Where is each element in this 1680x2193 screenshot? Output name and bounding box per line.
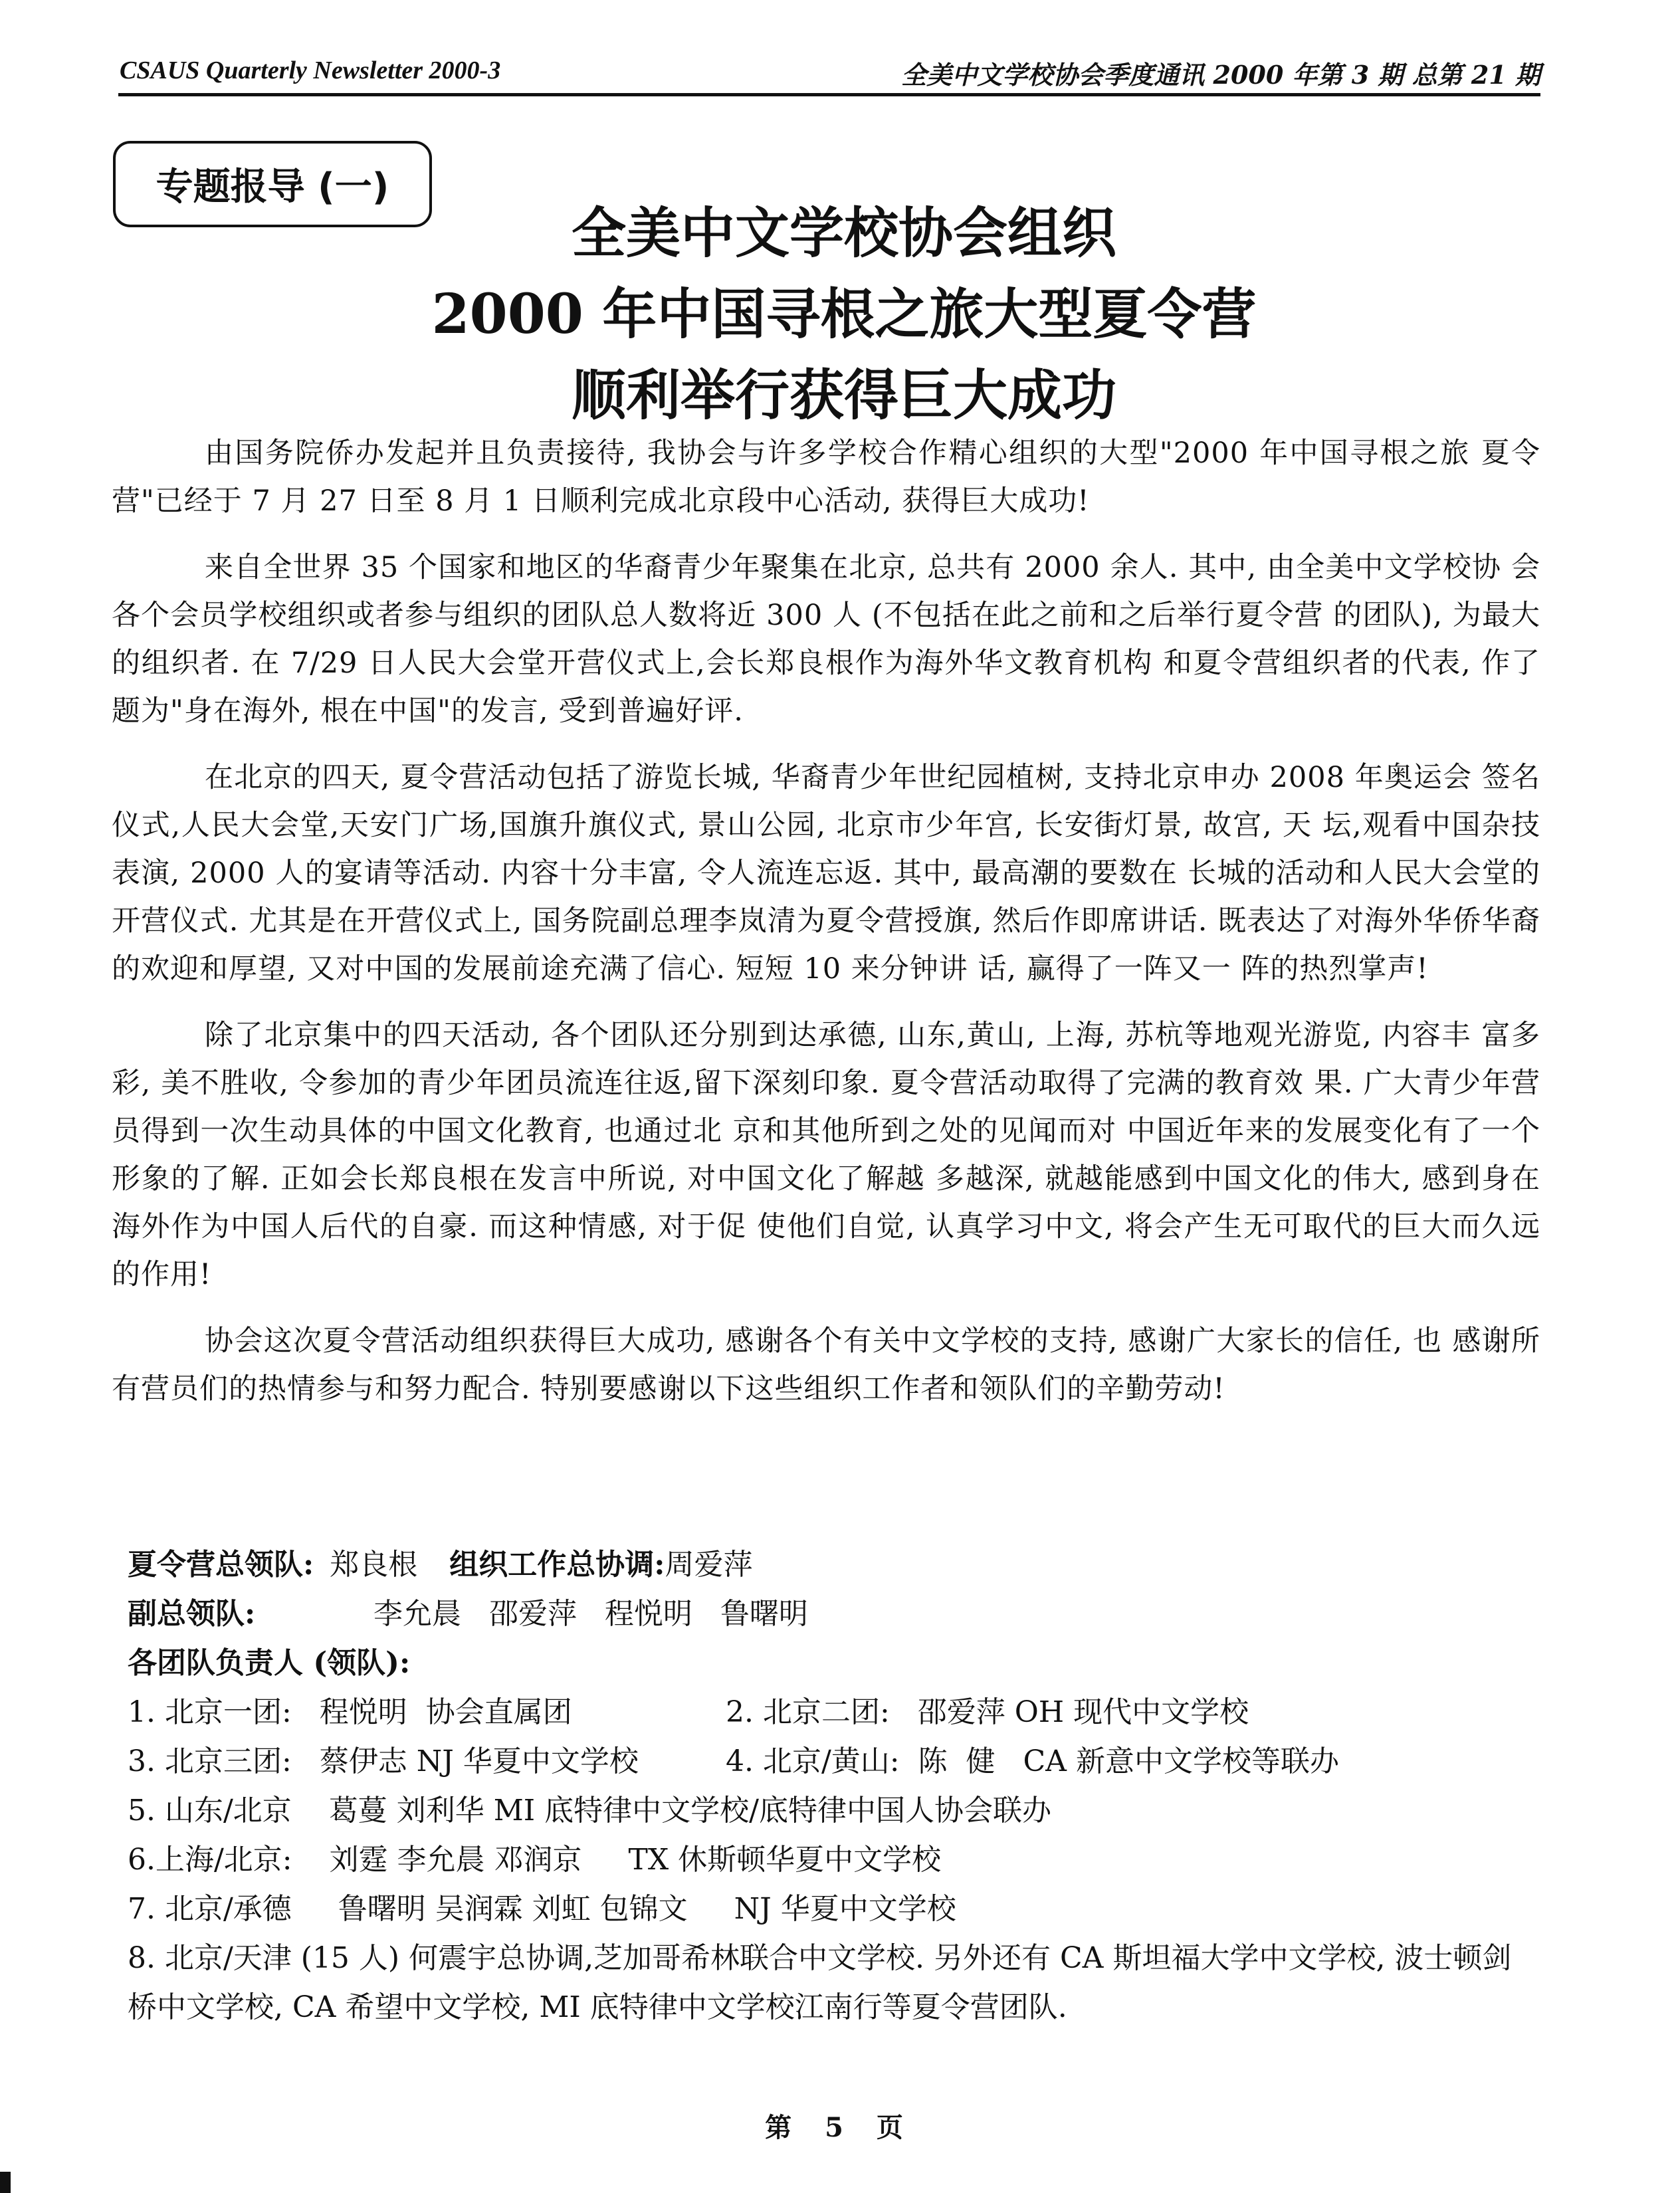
scan-corner-mark — [0, 2172, 11, 2193]
team-entry: 7. 北京/承德 鲁曙明 吴润霖 刘虹 包锦文 NJ 华夏中文学校 — [128, 1892, 956, 1926]
article-body — [112, 429, 1540, 1431]
leader-row — [128, 1540, 1536, 1590]
deputy-names: 李允晨 邵爱萍 程悦明 鲁曙明 — [373, 1597, 808, 1631]
article-title — [372, 193, 1316, 436]
title-line: 2000 年中国寻根之旅大型夏令营 — [431, 282, 1257, 346]
team-entry: 1. 北京一团: 程悦明 协会直属团 — [128, 1695, 572, 1729]
paragraph: 协会这次夏令营活动组织获得巨大成功, 感谢各个有关中文学校的支持, 感谢广大家长的信任, 也 感谢所有营员们的热情参与和努力配合. 特别要感谢以下这些组织工作者和领队们的辛勤劳动! — [112, 1324, 1540, 1406]
leader-label: 夏令营总领队: — [128, 1548, 314, 1582]
team-entry: 4. 北京/黄山: 陈 健 CA 新意中文学校等联办 — [726, 1744, 1339, 1778]
teams-label: 各团队负责人 (领队): — [128, 1646, 411, 1680]
team-row — [128, 1688, 1536, 1737]
header-issue-info: 全美中文学校协会季度通讯 2000 年第 3 期 总第 21 期 — [901, 60, 1540, 90]
title-line: 全美中文学校协会组织 — [571, 201, 1116, 265]
header-newsletter-title: CSAUS Quarterly Newsletter 2000-3 — [120, 56, 501, 84]
leader-name: 郑良根 — [330, 1548, 418, 1582]
paragraph: 在北京的四天, 夏令营活动包括了游览长城, 华裔青少年世纪园植树, 支持北京申办 2008 年奥运会 签名仪式,人民大会堂,天安门广场,国旗升旗仪式, 景山公园, 北京市少年宫, 长安街灯景, 故宫, 天 坛,观看中国杂技表演, 2000 人的宴请等活动. 内容十分丰富, 令人流连忘返. 其中, 最高潮的要数在 长城的活动和人民大会堂的开营仪式. 尤其是在开营仪式上, 国务院副总理李岚清为夏令营授旗, 然后作即席讲话. 既表达了对海外华侨华裔的欢迎和厚望, 又对中国的发展前途充满了信心. 短短 10 来分钟讲 话, 赢得了一阵又一 阵的热烈掌声! — [112, 761, 1540, 986]
team-entry: 5. 山东/北京 葛蔓 刘利华 MI 底特律中文学校/底特律中国人协会联办 — [128, 1794, 1051, 1828]
credits-section — [128, 1540, 1536, 2032]
section-label: 专题报导 (一) — [113, 141, 432, 227]
teams-label-row — [128, 1639, 1536, 1688]
deputy-label: 副总领队: — [128, 1597, 256, 1631]
coordinator-label: 组织工作总协调: — [449, 1548, 665, 1582]
page-number: 第 5 页 — [765, 2112, 915, 2143]
coordinator-name: 周爱萍 — [665, 1548, 753, 1582]
paragraph: 除了北京集中的四天活动, 各个团队还分别到达承德, 山东,黄山, 上海, 苏杭等地观光游览, 内容丰 富多彩, 美不胜收, 令参加的青少年团员流连往返,留下深刻印象. 夏令营活动取得了完满的教育效 果. 广大青少年营员得到一次生动具体的中国文化教育, 也通过北 京和其他所到之处的见闻而对 中国近年来的发展变化有了一个形象的了解. 正如会长郑良根在发言中所说, 对中国文化了解越 多越深, 就越能感到中国文化的伟大, 感到身在海外作为中国人后代的自豪. 而这种情感, 对于促 使他们自觉, 认真学习中文, 将会产生无可取代的巨大而久远的作用! — [112, 1019, 1540, 1291]
paragraph: 来自全世界 35 个国家和地区的华裔青少年聚集在北京, 总共有 2000 余人. 其中, 由全美中文学校协 会各个会员学校组织或者参与组织的团队总人数将近 300 人 (不包括在此之前和之后举行夏令营 的团队), 为最大的组织者. 在 7/29 日人民大会堂开营仪式上,会长郑良根作为海外华文教育机构 和夏令营组织者的代表, 作了题为"身在海外, 根在中国"的发言, 受到普遍好评. — [112, 551, 1540, 728]
team-entry: 8. 北京/天津 (15 人) 何震宇总协调,芝加哥希林联合中文学校. 另外还有 CA 斯坦福大学中文学校, 波士顿剑桥中文学校, CA 希望中文学校, MI 底特律中文学校江南行等夏令营团队. — [128, 1941, 1512, 2024]
team-row — [128, 1737, 1536, 1786]
team-entry: 6.上海/北京: 刘霆 李允晨 邓润京 TX 休斯顿华夏中文学校 — [128, 1843, 942, 1877]
team-entry: 3. 北京三团: 蔡伊志 NJ 华夏中文学校 — [128, 1744, 639, 1778]
title-line: 顺利举行获得巨大成功 — [571, 364, 1116, 427]
deputy-row — [128, 1590, 1536, 1639]
header-divider — [118, 93, 1540, 96]
team-entry: 2. 北京二团: 邵爱萍 OH 现代中文学校 — [726, 1695, 1249, 1729]
paragraph: 由国务院侨办发起并且负责接待, 我协会与许多学校合作精心组织的大型"2000 年中国寻根之旅 夏令营"已经于 7 月 27 日至 8 月 1 日顺利完成北京段中心活动, 获得巨大成功! — [112, 437, 1540, 518]
